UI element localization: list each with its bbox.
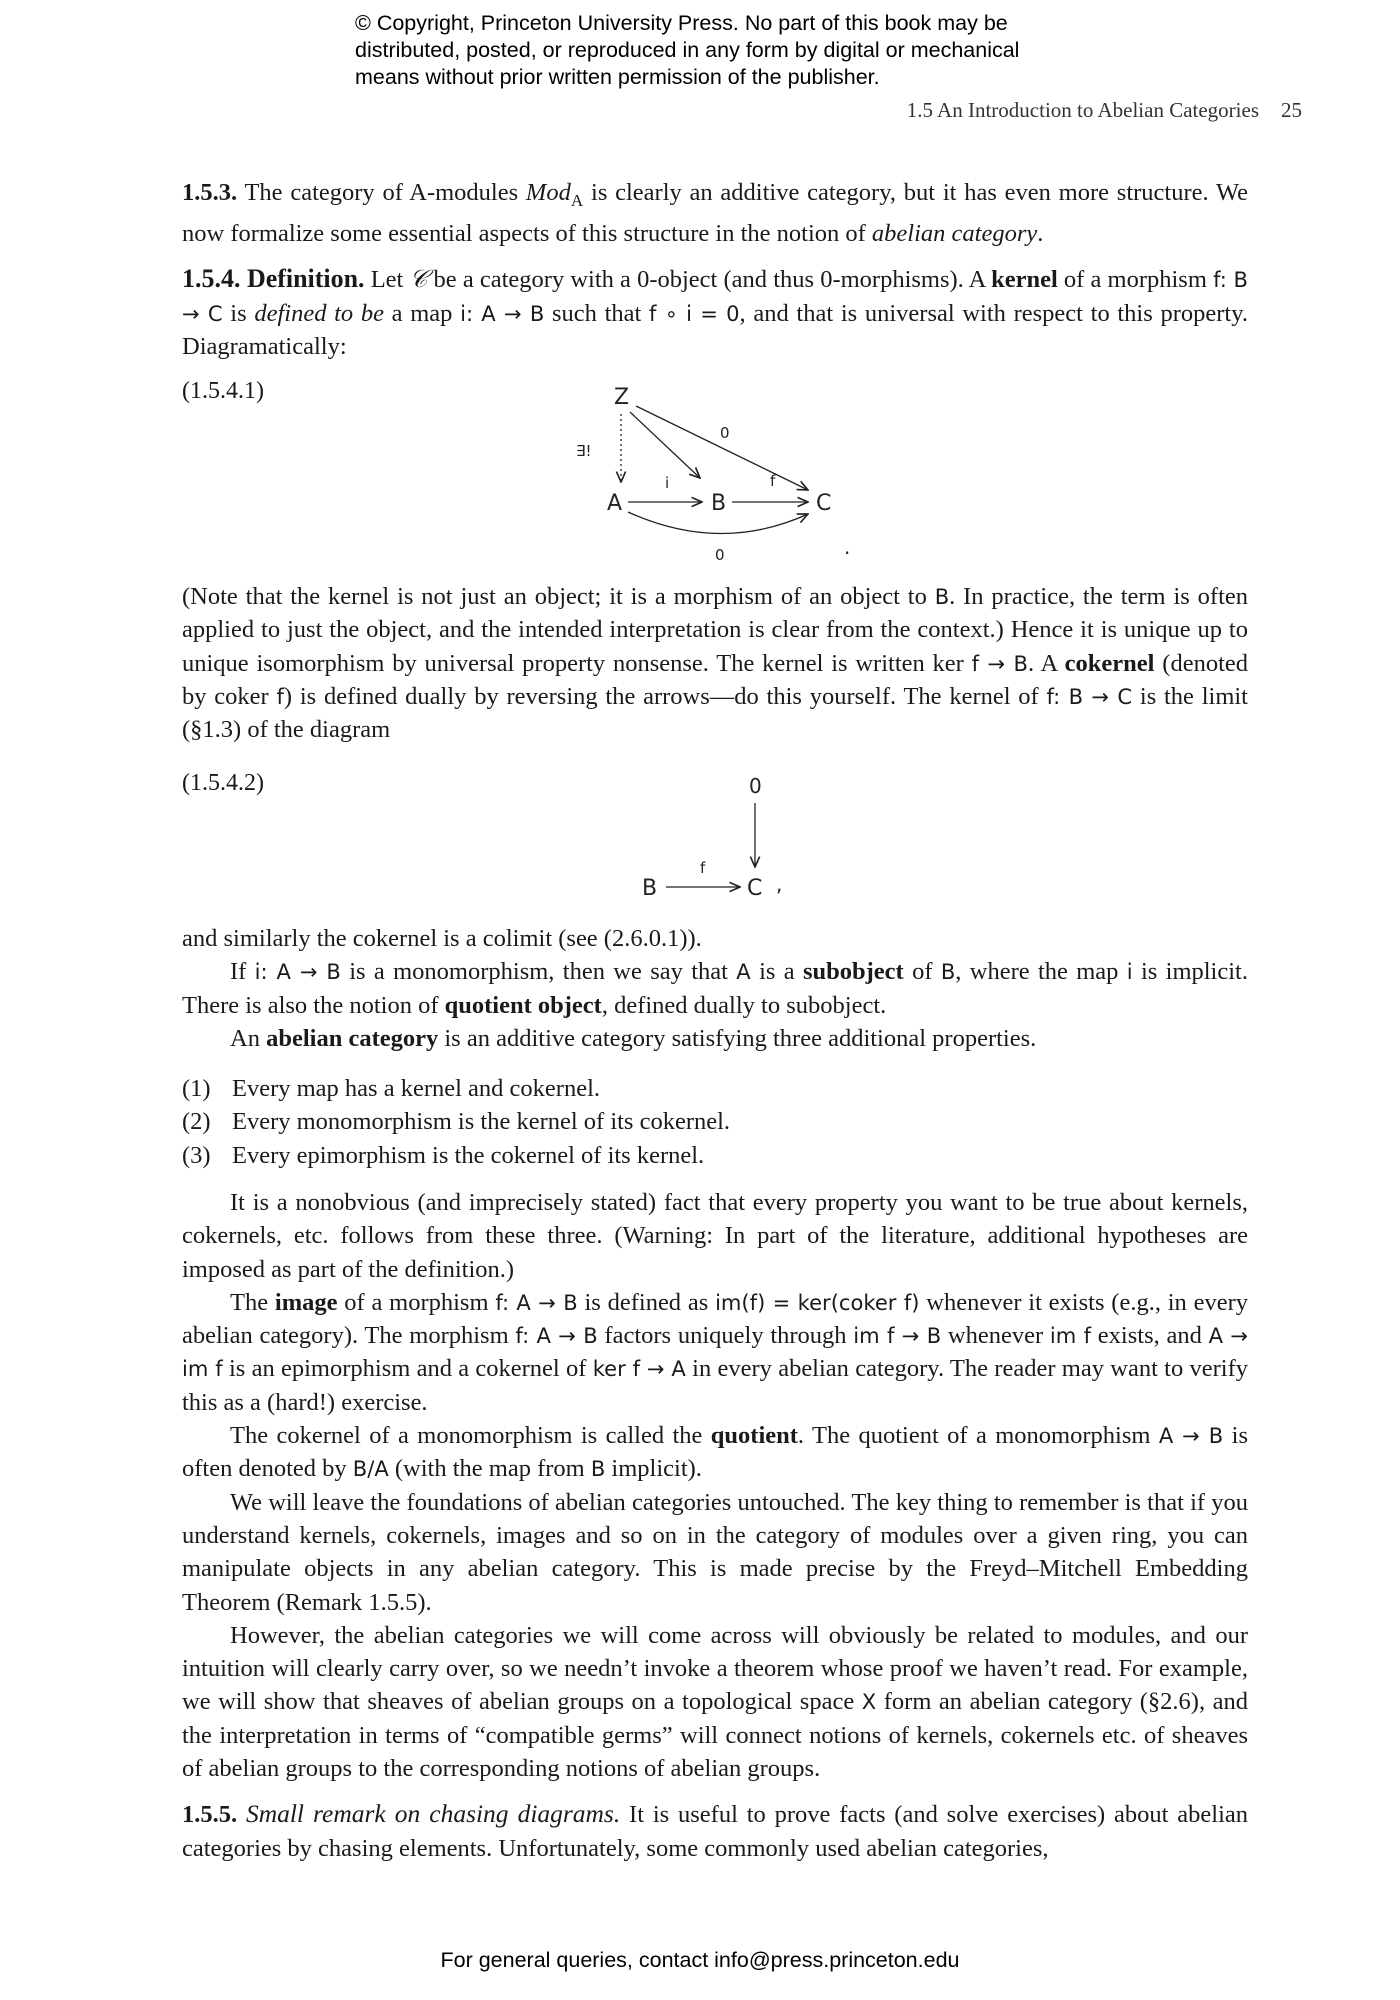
- text: in every abelian category. The reader may want to verify this as a (hard!) exercise.: [182, 1355, 1249, 1416]
- text: . In practice, the term is often applied to just the object, and the intended interpretation is clear from the context.) Hence it is unique up to unique isomorphism by universal property nonsense. The kernel is written ker: [182, 583, 1248, 677]
- foundations-paragraph: We will leave the foundations of abelian categories untouched. The key thing to remember is that if you understand kernels, cokernels, images and so on in the category of modules over a given ring, you can manipulate objects in any abelian category. This is made precise by the Freyd–Mitchell Embedding Theorem (Remark 1.5.5).: [182, 1488, 1248, 1616]
- text: of: [903, 958, 941, 986]
- label-f: f: [700, 859, 706, 877]
- running-head: [907, 98, 1302, 123]
- definition-heading: 1.5.4. Definition.: [182, 264, 365, 294]
- copyright-notice: [355, 10, 1115, 91]
- node-B: B: [642, 876, 658, 901]
- math: im(f) = ker(coker f): [715, 1289, 920, 1315]
- remark-title: Small remark on chasing diagrams.: [245, 1799, 621, 1829]
- section-number: 1.5.5.: [182, 1801, 238, 1829]
- however-paragraph: [182, 1619, 1248, 1785]
- node-A: A: [607, 491, 623, 516]
- math: 𝒞: [409, 266, 428, 294]
- copyright-line: © Copyright, Princeton University Press. No part of this book may be: [355, 11, 1008, 35]
- text: . A: [1027, 649, 1065, 677]
- math: f ∘ i = 0: [649, 300, 740, 326]
- arrow-z-to-b: [630, 412, 700, 478]
- page-number: 25: [1281, 98, 1302, 122]
- math: f: B → C: [182, 267, 1248, 326]
- text: , and that is universal with respect to this property. Diagramatically:: [182, 299, 1248, 361]
- math: B/A: [352, 1456, 389, 1482]
- note-paragraph: [182, 580, 1248, 746]
- footer-contact: For general queries, contact info@press.princeton.edu: [440, 1948, 960, 1972]
- math: X: [861, 1689, 877, 1715]
- colimit-sentence: and similarly the cokernel is a colimit (see (2.6.0.1)).: [182, 925, 702, 952]
- text: is a monomorphism, then we say that: [340, 958, 737, 986]
- emphasis: defined to be: [254, 299, 384, 327]
- equation-label: (1.5.4.1): [182, 378, 264, 404]
- text: If: [230, 958, 255, 986]
- text: a map: [384, 299, 461, 327]
- text: .: [1037, 220, 1044, 248]
- term-abelian-category: abelian category: [266, 1024, 439, 1052]
- text: whenever: [941, 1322, 1050, 1350]
- text: exists, and: [1091, 1322, 1209, 1350]
- list-text: Every epimorphism is the cokernel of its kernel.: [232, 1141, 705, 1169]
- math: A: [736, 959, 751, 985]
- properties-list: [182, 1072, 1248, 1172]
- nonobvious-paragraph: It is a nonobvious (and imprecisely stated) fact that every property you want to be true about kernels, cokernels, etc. follows from these three. (Warning: In part of the literature, additional hypotheses are imposed as part of the definition.): [182, 1189, 1248, 1283]
- text: of a morphism: [1057, 266, 1214, 294]
- text: is clearly an additive category, but it has even more structure. We now formalize some essential aspects of this structure in the notion of: [182, 179, 1249, 248]
- text: is implicit. There is also the notion of: [182, 958, 1248, 1019]
- list-item: [182, 1072, 1248, 1105]
- section-title: 1.5 An Introduction to Abelian Categories: [906, 98, 1259, 122]
- paragraph-1-5-5: [182, 1797, 1248, 1865]
- term-quotient-object: quotient object: [444, 991, 602, 1019]
- image-paragraph: [182, 1286, 1248, 1419]
- text: is an additive category satisfying three additional properties.: [438, 1024, 1037, 1052]
- text: is the limit (§1.3) of the diagram: [182, 682, 1248, 744]
- subobject-paragraphs: [182, 922, 1248, 1055]
- subobject-paragraph: [182, 955, 1248, 1022]
- math-subscript: A: [570, 190, 584, 210]
- text: is a: [750, 958, 803, 986]
- label-exists-unique: ∃!: [576, 442, 592, 460]
- text: is: [222, 299, 255, 327]
- emphasis: abelian category: [871, 220, 1038, 248]
- text: is defined as: [577, 1288, 716, 1316]
- text: whenever it exists (e.g., in every abelian category). The morphism: [182, 1288, 1248, 1350]
- list-number: (2): [182, 1108, 211, 1136]
- math: B: [940, 959, 956, 985]
- math: f: A → B: [515, 1323, 598, 1349]
- label-zero-bottom: 0: [715, 546, 725, 564]
- text: factors uniquely through: [597, 1322, 854, 1350]
- text: , where the map: [955, 958, 1127, 986]
- text: It is useful to prove facts (and solve exercises) about abelian categories by chasing elements. Unfortunately, some commonly used abelian categories,: [182, 1801, 1249, 1862]
- math: Mod: [525, 179, 571, 206]
- copyright-line: means without prior written permission of the publisher.: [355, 65, 880, 89]
- text: The cokernel of a monomorphism is called the: [230, 1422, 711, 1450]
- label-zero-top: 0: [720, 424, 730, 442]
- main-text-top: [182, 176, 1248, 363]
- math: i: [1126, 959, 1133, 985]
- text: However, the abelian categories we will come across will obviously be related to modules, and our intuition will clearly carry over, so we needn’t invoke a theorem whose proof we haven’t read. For example, we will show that sheaves of abelian groups on a topological space: [182, 1621, 1248, 1716]
- main-text-bottom: [182, 1186, 1248, 1865]
- equation-label: (1.5.4.2): [182, 770, 264, 796]
- text: such that: [544, 299, 650, 327]
- diagram-trailing-punctuation: .: [844, 535, 851, 559]
- term-subobject: subobject: [802, 958, 904, 986]
- math: ker f → A: [592, 1356, 686, 1382]
- math: f: A → B: [495, 1289, 578, 1315]
- text: The category of A-modules: [244, 179, 526, 206]
- term-image: image: [274, 1288, 338, 1316]
- node-Z: Z: [614, 385, 630, 410]
- list-number: (3): [182, 1141, 211, 1169]
- text: Let: [364, 266, 410, 294]
- math: im f: [1049, 1323, 1092, 1349]
- kernel-diagram: [560, 378, 880, 568]
- text: (Note that the kernel is not just an object; it is a morphism of an object to: [182, 583, 935, 610]
- math: f → B: [971, 650, 1028, 676]
- text: ) is defined dually by reversing the arrows—do this yourself. The kernel of: [283, 682, 1047, 710]
- diagram-trailing-punctuation: ,: [776, 872, 783, 896]
- math: im f → B: [853, 1323, 942, 1349]
- math: f: [276, 683, 284, 709]
- node-C: C: [816, 491, 832, 516]
- arrow-z-to-c: [636, 406, 808, 490]
- label-f: f: [770, 472, 776, 490]
- quotient-paragraph: [182, 1419, 1248, 1486]
- math: A → B: [1158, 1423, 1224, 1449]
- list-item: [182, 1139, 1248, 1172]
- list-item: [182, 1105, 1248, 1138]
- text: . The quotient of a monomorphism: [797, 1422, 1159, 1450]
- math: f: B → C: [1046, 683, 1133, 709]
- text: be a category with a 0-object (and thus 0-morphisms). A: [427, 266, 992, 294]
- text: (denoted by coker: [182, 649, 1249, 710]
- list-number: (1): [182, 1075, 211, 1102]
- section-number: 1.5.3.: [182, 179, 238, 206]
- math: B: [934, 584, 950, 609]
- node-C: C: [747, 876, 763, 901]
- term-cokernel: cokernel: [1064, 649, 1155, 677]
- text: An: [230, 1024, 267, 1052]
- math: i: A → B: [460, 300, 545, 326]
- label-i: i: [665, 474, 670, 492]
- text: is often denoted by: [182, 1422, 1248, 1483]
- text: implicit).: [605, 1455, 702, 1483]
- text: form an abelian category (§2.6), and the interpretation in terms of “compatible germs” will connect notions of kernels, cokernels etc. of sheaves of abelian groups to the corresponding notions of abelian groups.: [182, 1688, 1249, 1783]
- list-text: Every map has a kernel and cokernel.: [232, 1075, 601, 1102]
- term-quotient: quotient: [710, 1422, 798, 1450]
- text: (with the map from: [388, 1455, 591, 1483]
- node-zero: 0: [749, 774, 762, 798]
- list-text: Every monomorphism is the kernel of its cokernel.: [232, 1108, 731, 1136]
- paragraph-1-5-3: [182, 176, 1248, 250]
- text: The: [230, 1288, 275, 1316]
- paragraph-1-5-4: [182, 262, 1248, 363]
- node-B: B: [711, 491, 727, 516]
- math: A → im f: [182, 1323, 1249, 1382]
- text: is an epimorphism and a cokernel of: [222, 1355, 593, 1383]
- term-kernel: kernel: [991, 266, 1058, 294]
- math: i: A → B: [254, 959, 341, 985]
- copyright-line: distributed, posted, or reproduced in any form by digital or mechanical: [355, 38, 1020, 62]
- math: B: [590, 1456, 606, 1482]
- abelian-definition-paragraph: [182, 1022, 1248, 1055]
- text: , defined dually to subobject.: [601, 991, 887, 1019]
- text: of a morphism: [337, 1288, 496, 1316]
- limit-diagram: [630, 765, 800, 905]
